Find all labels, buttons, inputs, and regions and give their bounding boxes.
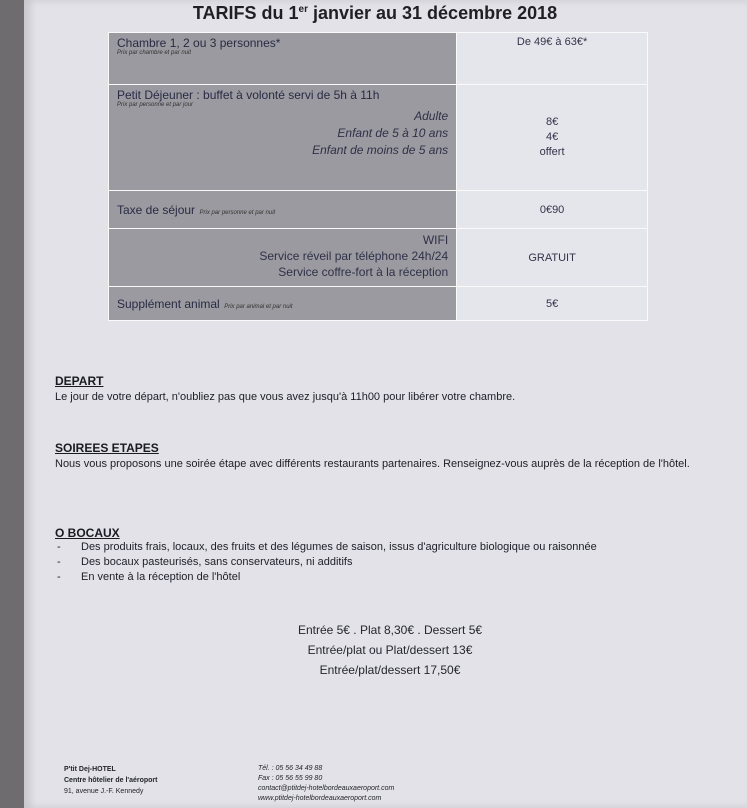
menu-prices	[200, 620, 580, 680]
section-text: Le jour de votre départ, n'oubliez pas que vous avez jusqu'à 11h00 pour libérer votre chambre.	[55, 391, 516, 403]
sub-label-child: Enfant de 5 à 10 ans	[337, 126, 449, 140]
footer-contact	[258, 764, 394, 804]
table-row	[109, 287, 648, 321]
bullet-icon: -	[57, 556, 61, 568]
hotel-subtitle: Centre hôtelier de l'aéroport	[64, 777, 158, 784]
sub-label-adult: Adulte	[414, 109, 449, 123]
menu-line: Entrée 5€ . Plat 8,30€ . Dessert 5€	[297, 623, 483, 637]
rate-label: Chambre 1, 2 ou 3 personnes*	[117, 36, 281, 50]
section-soirees	[55, 441, 715, 472]
rate-value: 4€	[545, 131, 559, 143]
table-row	[109, 33, 648, 85]
rate-label: Petit Déjeuner : buffet à volonté servi de 5h à 11h	[117, 88, 380, 102]
rate-label-cell	[109, 191, 457, 229]
safe-label: Service coffre-fort à la réception	[278, 265, 449, 279]
footer-hotel	[64, 764, 157, 797]
sub-label-infant: Enfant de moins de 5 ans	[312, 143, 449, 157]
email-link[interactable]: contact@ptitdej-hotelbordeauxaeroport.com	[258, 785, 395, 792]
rate-value: offert	[539, 146, 565, 158]
rate-label-cell	[109, 85, 457, 191]
rate-value: 8€	[545, 116, 559, 128]
rates-table	[108, 32, 648, 321]
list-item: - Des produits frais, locaux, des fruits et des légumes de saison, issus d'agriculture biologique ou raisonnée	[57, 541, 597, 553]
section-heading: DEPART	[55, 374, 104, 388]
wakeup-label: Service réveil par téléphone 24h/24	[259, 249, 449, 263]
fax-number: Fax : 05 56 55 99 80	[258, 775, 323, 782]
list-item: - En vente à la réception de l'hôtel	[57, 571, 241, 583]
bullet-icon: -	[57, 571, 61, 583]
bullet-icon: -	[57, 541, 61, 553]
bocaux-list	[55, 540, 715, 585]
web-link[interactable]: www.ptitdej-hotelbordeauxaeroport.com	[258, 795, 382, 802]
list-item: - Des bocaux pasteurisés, sans conservateurs, ni additifs	[57, 556, 353, 568]
rate-note: Prix par personne et par jour	[117, 102, 194, 108]
table-row	[109, 229, 648, 287]
rate-note: Prix par animal et par nuit	[224, 303, 293, 310]
section-heading: O BOCAUX	[55, 526, 120, 540]
rate-note: Prix par personne et par nuit	[199, 209, 276, 216]
rate-value: 0€90	[457, 191, 648, 229]
rate-value-cell	[457, 85, 648, 191]
hotel-name: P'tit Dej-HOTEL	[64, 766, 116, 773]
menu-line: Entrée/plat/dessert 17,50€	[319, 663, 461, 677]
hotel-address: 91, avenue J.-F. Kennedy	[64, 788, 144, 795]
rate-label: Supplément animal	[117, 296, 220, 311]
table-row	[109, 85, 648, 191]
menu-line: Entrée/plat ou Plat/dessert 13€	[307, 643, 473, 657]
rate-value: 5€	[457, 287, 648, 321]
rate-label-cell	[109, 287, 457, 321]
section-depart	[55, 374, 715, 405]
phone-number: Tél. : 05 56 34 49 88	[258, 765, 323, 772]
table-row	[109, 191, 648, 229]
wifi-label: WIFI	[422, 233, 449, 247]
rate-value: De 49€ à 63€*	[457, 33, 648, 85]
rate-label-cell	[109, 33, 457, 85]
section-heading: SOIREES ETAPES	[55, 441, 159, 455]
rate-value: GRATUIT	[457, 229, 648, 287]
page-title: TARIFS du 1er janvier au 31 décembre 2018	[192, 3, 558, 23]
section-text: Nous vous proposons une soirée étape avec différents restaurants partenaires. Renseignez-vous auprès de la réception de l'hôtel.	[55, 458, 690, 470]
rate-label-cell	[109, 229, 457, 287]
rate-label: Taxe de séjour	[117, 202, 196, 217]
rate-note: Prix par chambre et par nuit	[117, 50, 192, 56]
section-bocaux	[55, 526, 715, 585]
